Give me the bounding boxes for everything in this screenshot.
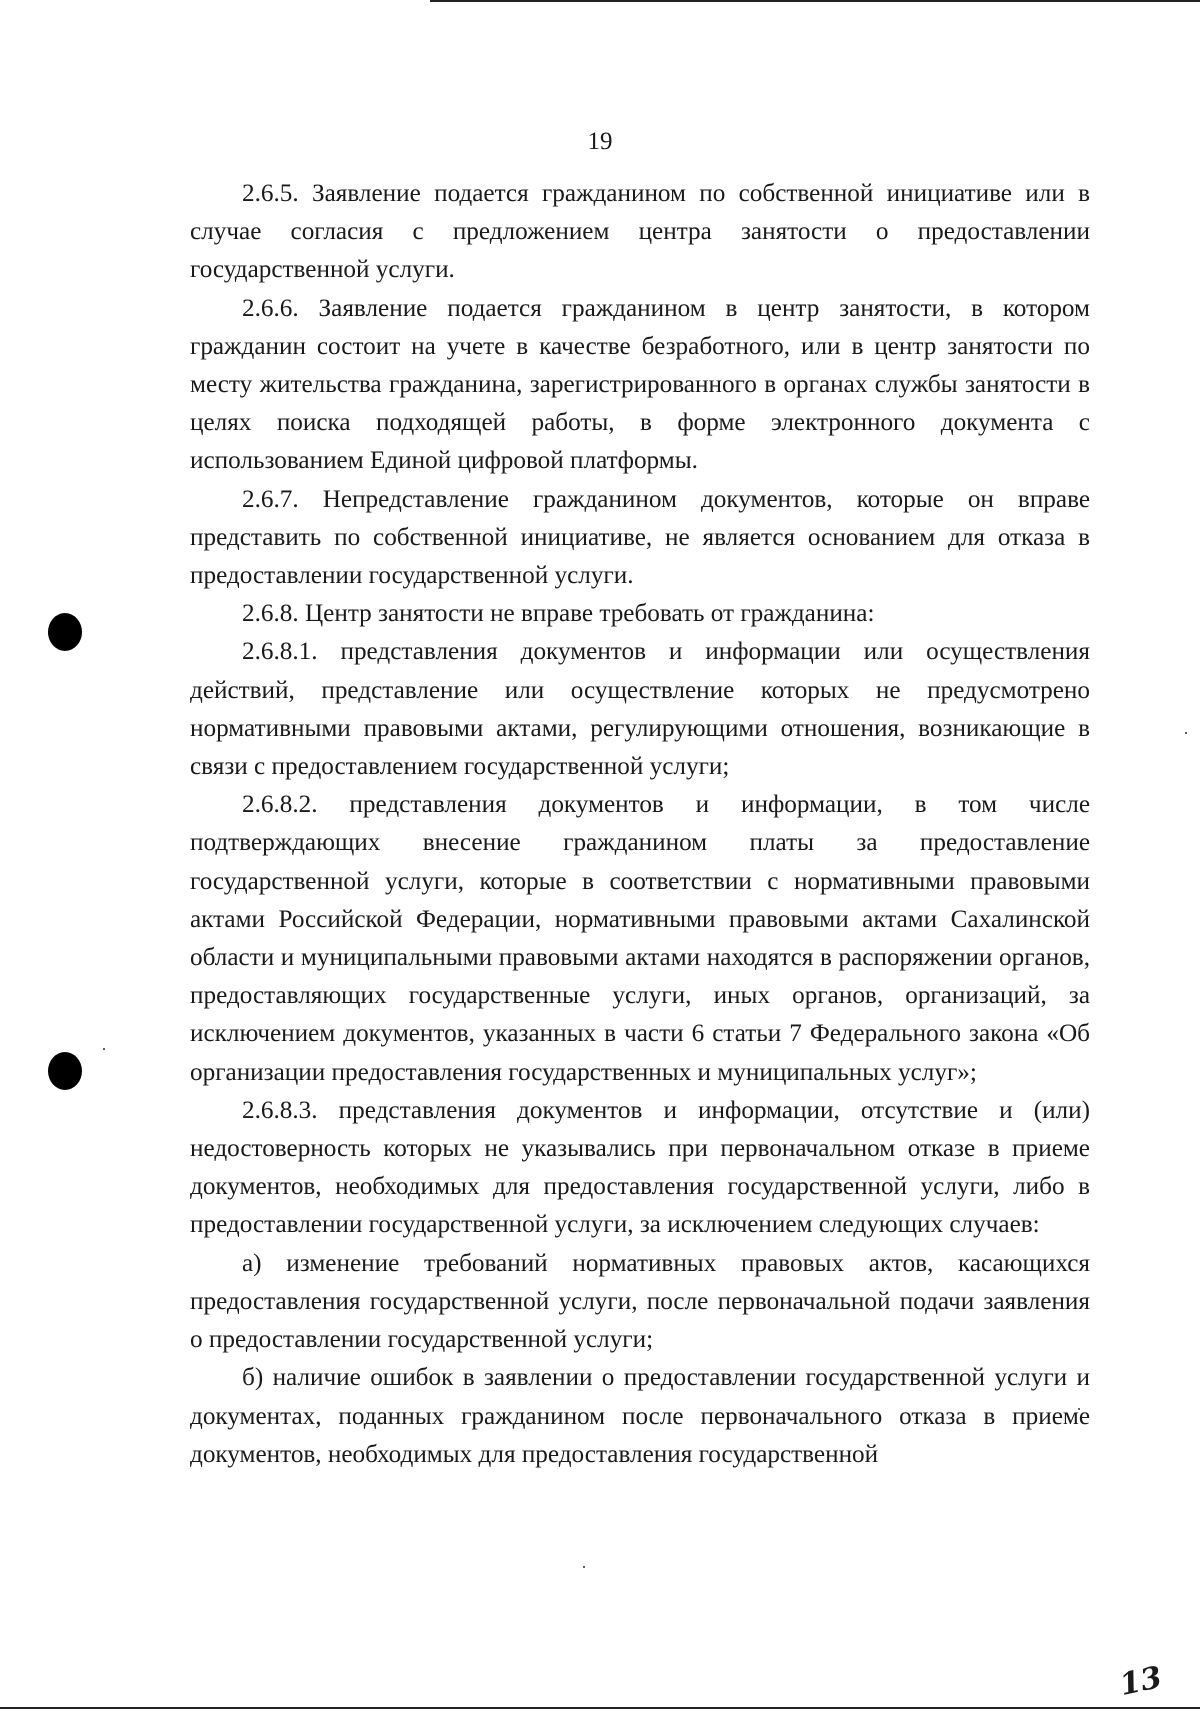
document-body: [190, 175, 1090, 1474]
scan-top-border: [430, 0, 1200, 2]
punch-hole: [48, 1052, 82, 1090]
punch-hole: [48, 613, 82, 651]
scan-bottom-border: [0, 1707, 1200, 1709]
paragraph-2-6-8: 2.6.8. Центр занятости не вправе требовать от гражданина:: [242, 600, 875, 628]
paragraph-item-a: а) изменение требований нормативных правовых актов, касающихся предоставления государственной услуги, после первоначальной подачи заявления о предоставлении государственной услуги;: [190, 1249, 1090, 1354]
handwritten-sheet-number: 13: [1117, 1660, 1166, 1703]
paragraph-2-6-5: 2.6.5. Заявление подается гражданином по собственной инициативе или в случае согласия с предложением центра занятости о предоставлении государственной услуги.: [190, 180, 1090, 284]
scan-speck: [583, 1566, 585, 1568]
paragraph-2-6-8-1: 2.6.8.1. представления документов и информации или осуществления действий, представление или осуществление которых не предусмотрено нормативными правовыми актами, регулирующими отношения, возникающие в связи с предоставлением государственной услуги;: [190, 638, 1090, 781]
paragraph-item-b: б) наличие ошибок в заявлении о предоставлении государственной услуги и документах, поданных гражданином после первоначального отказа в приеме документов, необходимых для предоставления государственной: [190, 1364, 1090, 1468]
paragraph-2-6-8-2: 2.6.8.2. представления документов и информации, в том числе подтверждающих внесение гражданином платы за предоставление государственной услуги, которые в соответствии с нормативными правовыми актами Российской Федерации, нормативными правовыми актами Сахалинской области и муниципальными правовыми актами находятся в распоряжении органов, предоставляющих государственные услуги, иных органов, организаций, за исключением документов, указанных в части 6 статьи 7 Федерального закона «Об организации предоставления государственных и муниципальных услуг»;: [190, 791, 1090, 1086]
scan-speck: [103, 1048, 105, 1050]
paragraph-2-6-6: 2.6.6. Заявление подается гражданином в центр занятости, в котором гражданин состоит на учете в качестве безработного, или в центр занятости по месту жительства гражданина, зарегистрированного в органах службы занятости в целях поиска подходящей работы, в форме электронного документа с использованием Единой цифровой платформы.: [190, 294, 1090, 475]
page-number: 19: [587, 128, 613, 155]
paragraph-2-6-8-3: 2.6.8.3. представления документов и информации, отсутствие и (или) недостоверность которых не указывались при первоначальном отказе в приеме документов, необходимых для предоставления государственной услуги, либо в предоставлении государственной услуги, за исключением следующих случаев:: [190, 1096, 1090, 1239]
paragraph-2-6-7: 2.6.7. Непредставление гражданином документов, которые он вправе представить по собственной инициативе, не является основанием для отказа в предоставлении государственной услуги.: [190, 485, 1090, 590]
scan-speck: [1185, 732, 1187, 734]
